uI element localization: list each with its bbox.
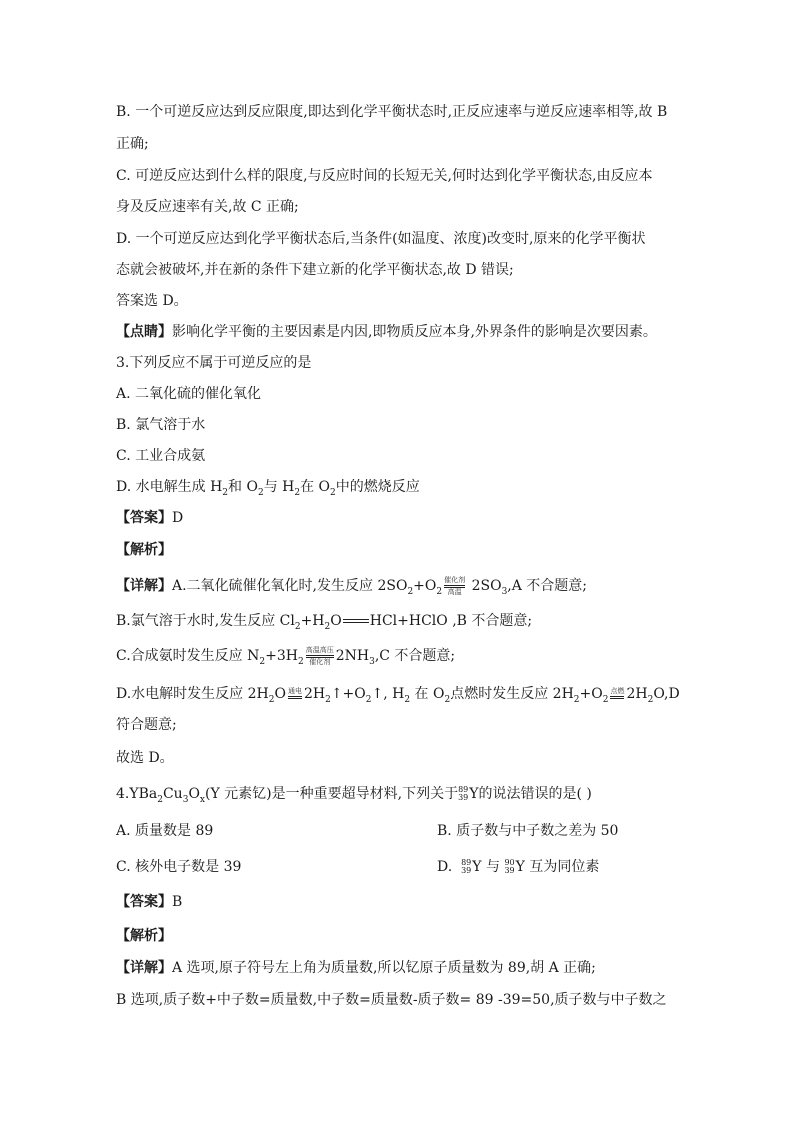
analysis-3-heading: 【解析】	[116, 542, 172, 558]
reaction-condition: 高温高压 催化剂	[305, 645, 334, 666]
option-c: C. 核外电子数是 39	[116, 859, 242, 875]
option-c: C. 工业合成氨	[116, 448, 206, 464]
text-line: C. 可逆反应达到什么样的限度,与反应时间的长短无关,何时达到化学平衡状态,由反应本	[116, 168, 653, 184]
option-d: D. 水电解生成 $H_2$和 $O_2$与 $H_2$在 $O_2$中的燃烧反应	[116, 479, 420, 498]
text-line: 符合题意;	[116, 717, 177, 733]
option-d: D. 89 39 Y 与 90 39 Y 互为同位素	[437, 858, 600, 875]
option-a: A. 质量数是 89	[116, 823, 214, 839]
reversible-arrow	[343, 618, 369, 624]
detail-b: B.氯气溶于水时,发生反应 $Cl_2+H_2O$ HCl+HClO ,B 不合题意;	[116, 613, 533, 632]
text-line: D. 一个可逆反应达到化学平衡状态后,当条件(如温度、浓度)改变时,原来的化学平衡状	[116, 231, 646, 247]
option-row	[116, 821, 696, 841]
detail-a: 【详解】A.二氧化硫催化氧化时,发生反应 $2SO_2+O_2$ 催化剂 高温 $2SO_3,A$ 不合题意;	[116, 575, 588, 597]
text-line: B. 一个可逆反应达到反应限度,即达到化学平衡状态时,正反应速率与逆反应速率相等,故 B	[116, 104, 668, 120]
text-line: 正确;	[116, 136, 149, 152]
reaction-condition: 催化剂 高温	[444, 575, 466, 596]
text-line: 故选 D。	[116, 750, 174, 766]
text-line: 身及反应速率有关,故 C 正确;	[116, 199, 299, 215]
reaction-condition: 通电	[288, 688, 302, 700]
question-4: $4.YBa_2Cu_3O_x(Y$ 元素钇)是一种重要超导材料,下列关于 89 39 Y的说法错误的是( )	[116, 785, 592, 805]
tip-text: 影响化学平衡的主要因素是内因,即物质反应本身,外界条件的影响是次要因素。	[172, 324, 657, 340]
question-3: 3.下列反应不属于可逆反应的是	[116, 355, 312, 371]
detail-d: D.水电解时发生反应 $2H_2O$ 通电 $2H_2↑+O_2↑$, $H_2$ 在 $O_2$点燃时发生反应 $2H_2+O_2$ 点燃 $2H_2O,D$	[116, 686, 680, 705]
option-b: B. 质子数与中子数之差为 50	[437, 823, 619, 839]
reaction-condition: 点燃	[610, 688, 624, 700]
detail-4a: 【详解】A 选项,原子符号左上角为质量数,所以钇原子质量数为 89,胡 A 正确;	[116, 960, 596, 976]
text-line: 态就会被破坏,并在新的条件下建立新的化学平衡状态,故 D 错误;	[116, 262, 514, 278]
option-b: B. 氯气溶于水	[116, 417, 206, 433]
detail-c: C.合成氨时发生反应 $N_2+3H_2$ 高温高压 催化剂 $2NH_3,C$ 不合题意;	[116, 645, 456, 667]
text-line: 答案选 D。	[116, 293, 188, 309]
option-a: A. 二氧化硫的催化氧化	[116, 386, 262, 402]
isotope-notation: 89 39	[458, 785, 469, 802]
detail-4b: B 选项,质子数+中子数=质量数,中子数=质量数-质子数= 89 -39=50,质子数与中子数之	[116, 992, 667, 1008]
option-row	[116, 857, 696, 877]
text-line	[116, 322, 696, 342]
analysis-4-heading: 【解析】	[116, 928, 172, 944]
answer-3: 【答案】D	[116, 510, 184, 526]
tip-tag: 【点睛】	[116, 324, 172, 340]
answer-4: 【答案】B	[116, 894, 183, 910]
